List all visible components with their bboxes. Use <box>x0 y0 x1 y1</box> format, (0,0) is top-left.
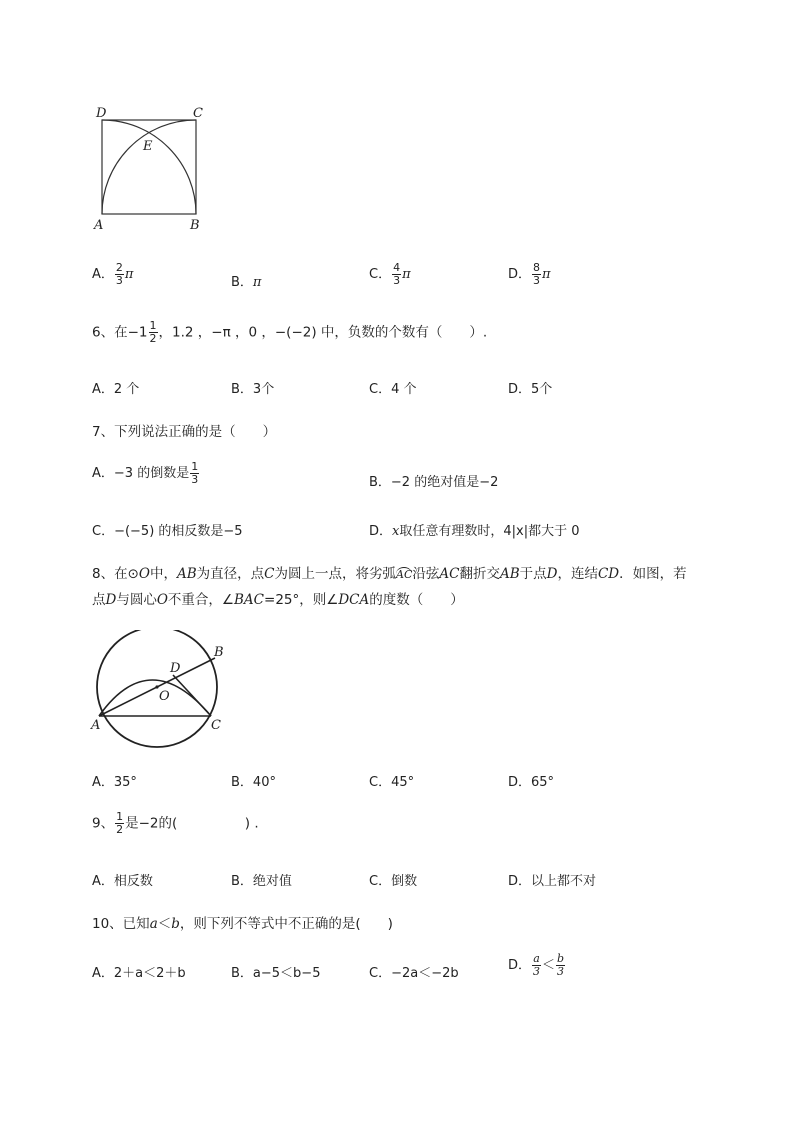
fraction: $\frac{4}{3}$ <box>393 261 401 287</box>
q6-option-d[interactable]: D．5个 <box>508 382 553 397</box>
fraction: $\frac{1}{2}$ <box>149 319 157 345</box>
fig1-label-E: E <box>143 139 153 154</box>
q5-option-a[interactable]: A． $\frac{2}{3}$ π <box>92 261 134 287</box>
q8-option-c[interactable]: C．45° <box>369 775 415 790</box>
q9-option-a[interactable]: A．相反数 <box>92 874 153 889</box>
fig1-label-C: C <box>193 106 203 121</box>
fraction: $\frac{1}{3}$ <box>191 460 199 486</box>
q6-option-a[interactable]: A．2 个 <box>92 382 140 397</box>
q10-option-c[interactable]: C．−2a＜−2b <box>369 966 459 981</box>
fig2-label-B: B <box>214 645 224 660</box>
arc-notation: AC <box>396 568 413 581</box>
q8-option-d[interactable]: D．65° <box>508 775 555 790</box>
figure-square-arcs <box>90 100 220 235</box>
q7-option-d[interactable]: D．x取任意有理数时，4|x|都大于 0 <box>369 524 580 539</box>
q7-option-c[interactable]: C．−(−5) 的相反数是−5 <box>92 524 243 539</box>
fraction: $\frac{1}{2}$ <box>116 810 124 836</box>
q7-stem: 7、下列说法正确的是（ ） <box>92 424 277 440</box>
q10-stem: 10、已知a＜b，则下列不等式中不正确的是( ) <box>92 916 393 932</box>
fraction: $\frac{a}{3}$ <box>533 952 541 978</box>
q5-option-b[interactable]: B．π <box>231 275 262 290</box>
q9-option-b[interactable]: B．绝对值 <box>231 874 292 889</box>
fig2-label-D: D <box>170 661 181 676</box>
q9-stem: 9、 $\frac{1}{2}$ 是−2的( ) . <box>92 810 259 836</box>
q5-option-d[interactable]: D． $\frac{8}{3}$ π <box>508 261 551 287</box>
q5-option-c[interactable]: C． $\frac{4}{3}$ π <box>369 261 411 287</box>
fig2-label-O: O <box>159 689 170 704</box>
fig1-label-A: A <box>94 218 104 233</box>
q10-option-d[interactable]: D． $\frac{a}{3}$ ＜ $\frac{b}{3}$ <box>508 952 565 978</box>
q7-option-b[interactable]: B．−2 的绝对值是−2 <box>369 475 499 490</box>
fraction: $\frac{8}{3}$ <box>533 261 541 287</box>
q6-option-b[interactable]: B．3个 <box>231 382 275 397</box>
fig1-label-B: B <box>190 218 200 233</box>
q10-option-a[interactable]: A．2＋a＜2＋b <box>92 966 186 981</box>
fig2-label-A: A <box>91 718 101 733</box>
fig1-label-D: D <box>96 106 107 121</box>
fig2-label-C: C <box>211 718 221 733</box>
q8-option-b[interactable]: B．40° <box>231 775 276 790</box>
q7-option-a[interactable]: A．−3 的倒数是 $\frac{1}{3}$ <box>92 460 199 486</box>
q8-stem-line2: 点D与圆心O不重合，∠BAC=25°，则∠DCA的度数（ ） <box>92 592 464 608</box>
q6-stem: 6、在−1 $\frac{1}{2}$ ，1.2 ，−π ，0 ，−(−2) 中，负数的个数有（ ）. <box>92 319 488 345</box>
fraction: $\frac{2}{3}$ <box>115 261 123 287</box>
q8-option-a[interactable]: A．35° <box>92 775 137 790</box>
figure-circle <box>88 630 238 755</box>
q10-option-b[interactable]: B．a−5＜b−5 <box>231 966 321 981</box>
q6-option-c[interactable]: C．4 个 <box>369 382 417 397</box>
q9-option-c[interactable]: C．倒数 <box>369 874 418 889</box>
q8-stem-line1: 8、在⊙O中，AB为直径，点C为圆上一点，将劣弧AC沿弦AC翻折交AB于点D，连结CD．如图，若 <box>92 566 687 582</box>
fraction: $\frac{b}{3}$ <box>557 952 565 978</box>
q9-option-d[interactable]: D．以上都不对 <box>508 874 597 889</box>
